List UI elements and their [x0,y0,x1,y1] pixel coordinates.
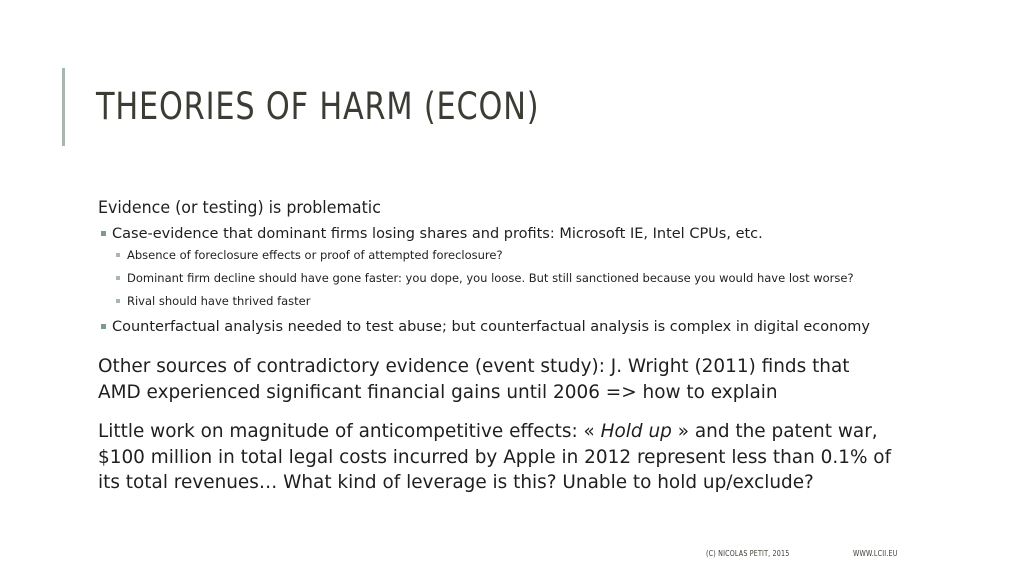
square-bullet-icon [116,276,120,280]
sub-bullet-text: Absence of foreclosure effects or proof of attempted foreclosure? [127,248,503,262]
square-bullet-icon [101,231,106,236]
bullet-counterfactual [98,316,898,338]
heading-evidence: Evidence (or testing) is problematic [98,198,381,217]
bullet-text: Counterfactual analysis needed to test abuse; but counterfactual analysis is complex in digital economy [112,319,870,335]
sub-bullet-foreclosure [98,247,898,264]
sub-bullet-text: Dominant firm decline should have gone faster: you dope, you loose. But still sanctioned because you would have lost worse? [127,271,854,285]
footer-copyright: (C) NICOLAS PETIT, 2015 [706,549,790,558]
paragraph-text-after: » and the patent war, $100 million in total legal costs incurred by Apple in 2012 represent less than 0.1% of its total revenues… What kind of leverage is this? Unable to hold up/exclude? [98,420,892,493]
square-bullet-icon [101,324,106,329]
square-bullet-icon [116,253,120,257]
square-bullet-icon [116,299,120,303]
sub-bullet-rival [98,293,898,310]
paragraph-hold-up [98,419,893,496]
sub-bullet-text: Rival should have thrived faster [127,294,311,308]
sub-bullet-decline [98,270,898,287]
hold-up-term: Hold up [600,420,672,442]
slide-title: THEORIES OF HARM (ECON) [96,85,540,128]
footer-website: WWW.LCII.EU [853,549,898,558]
paragraph-text-before: Little work on magnitude of anticompetitive effects: « [98,420,601,442]
slide-content [98,196,898,496]
bullet-text: Case-evidence that dominant firms losing shares and profits: Microsoft IE, Intel CPUs, etc. [112,226,763,242]
paragraph-event-study: Other sources of contradictory evidence (event study): J. Wright (2011) finds that AMD experienced significant financial gains until 2006 => how to explain [98,355,850,403]
bullet-case-evidence [98,223,898,245]
title-accent-bar [62,68,65,146]
